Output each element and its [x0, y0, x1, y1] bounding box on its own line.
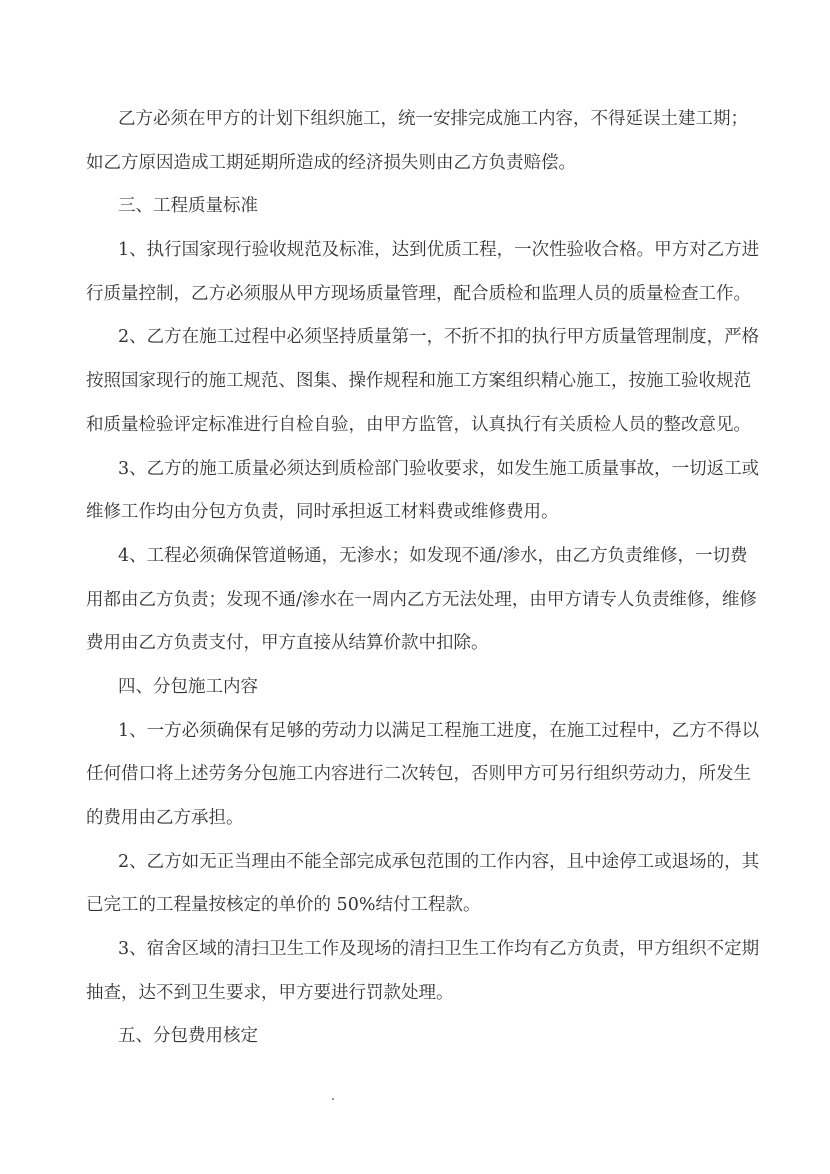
text-line: 和质量检验评定标准进行自检自验，由甲方监管，认真执行有关质检人员的整改意见。: [86, 414, 751, 435]
text-line: 的费用由乙方承担。: [86, 808, 244, 828]
text-line: 任何借口将上述劳务分包施工内容进行二次转包，否则甲方可另行组织劳动力，所发生: [86, 764, 751, 785]
text-line: 行质量控制，乙方必须服从甲方现场质量管理，配合质检和监理人员的质量检查工作。: [86, 283, 751, 304]
section-heading: 四、分包施工内容: [118, 676, 258, 697]
text-line: 1、一方必须确保有足够的劳动力以满足工程施工进度，在施工过程中，乙方不得以: [118, 720, 760, 741]
text-line: 费用由乙方负责支付，甲方直接从结算价款中扣除。: [86, 633, 489, 654]
section-heading: 三、工程质量标准: [118, 196, 258, 217]
text-line: 已完工的工程量按核定的单价的 50%结付工程款。: [86, 895, 481, 916]
text-line: 2、乙方如无正当理由不能全部完成承包范围的工作内容，且中途停工或退场的，其: [118, 851, 760, 872]
document-body: [86, 98, 760, 1059]
text-line: 4、工程必须确保管道畅通，无渗水；如发现不通/渗水，由乙方负责维修，一切费: [118, 545, 748, 566]
text-line: 按照国家现行的施工规范、图集、操作规程和施工方案组织精心施工，按施工验收规范: [86, 371, 751, 392]
section-heading: 五、分包费用核定: [118, 1026, 258, 1047]
page-footer-dot: [332, 1098, 334, 1100]
text-line: 抽查，达不到卫生要求，甲方要进行罚款处理。: [86, 982, 454, 1003]
text-line: 如乙方原因造成工期延期所造成的经济损失则由乙方负责赔偿。: [86, 152, 576, 173]
text-line: 2、乙方在施工过程中必须坚持质量第一，不折不扣的执行甲方质量管理制度，严格: [118, 327, 760, 348]
text-line: 用都由乙方负责；发现不通/渗水在一周内乙方无法处理，由甲方请专人负责维修，维修: [86, 589, 757, 610]
text-line: 维修工作均由分包方负责，同时承担返工材料费或维修费用。: [86, 502, 559, 523]
text-line: 3、乙方的施工质量必须达到质检部门验收要求，如发生施工质量事故，一切返工或: [118, 458, 760, 479]
text-line: 1、执行国家现行验收规范及标准，达到优质工程，一次性验收合格。甲方对乙方进: [118, 240, 760, 261]
text-line: 3、宿舍区域的清扫卫生工作及现场的清扫卫生工作均有乙方负责，甲方组织不定期: [118, 939, 760, 960]
text-line: 乙方必须在甲方的计划下组织施工，统一安排完成施工内容，不得延误土建工期；: [118, 109, 748, 129]
